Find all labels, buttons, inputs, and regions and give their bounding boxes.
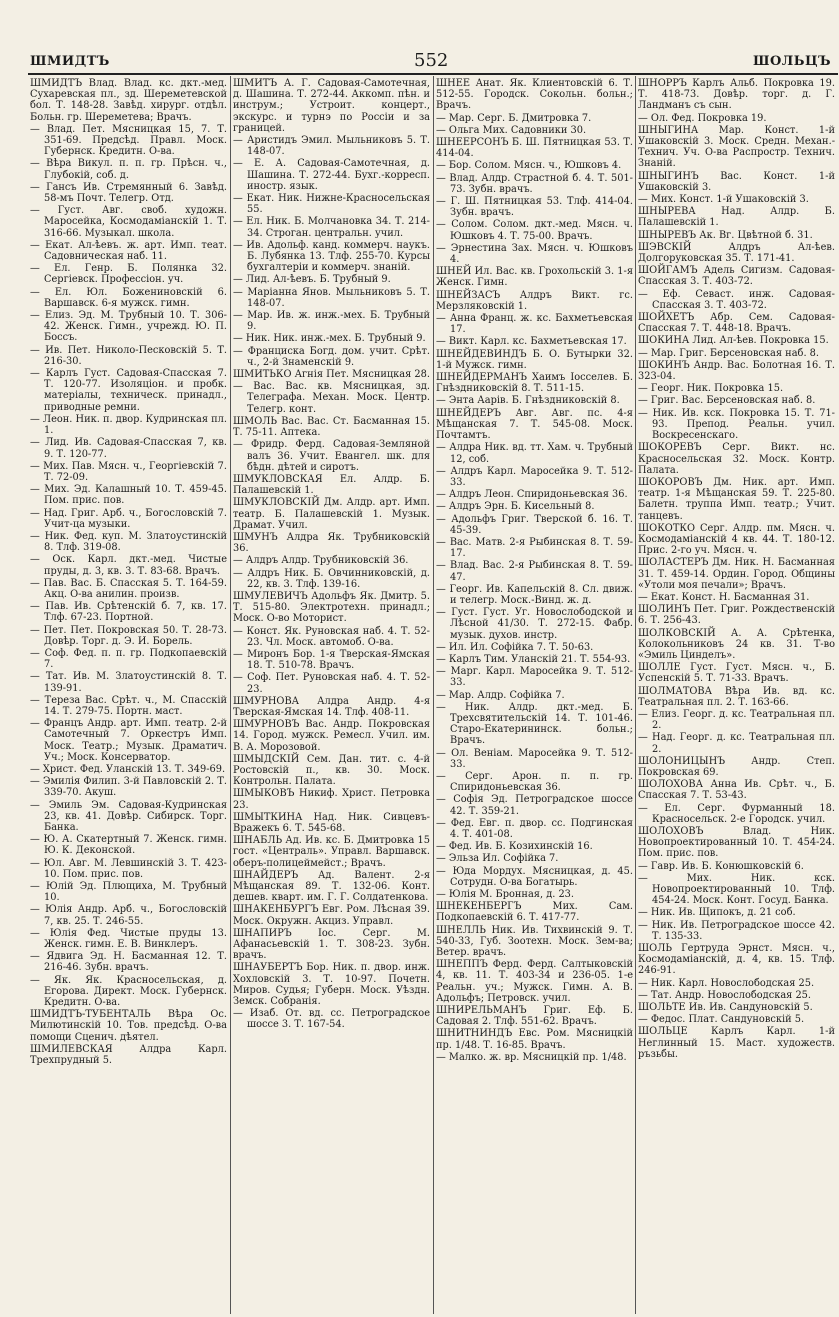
- directory-entry: ШМЫТКИНА Над. Ник. Сивцевъ-Вражекъ 6. Т. 545-68.: [233, 811, 430, 834]
- directory-entry: — Фед. Евг. п. двор. сс. Подгинская 4. Т. 401-08.: [436, 817, 633, 840]
- directory-entry: — Карлъ Густ. Садовая-Спасская 7. Т. 120-77. Изоляціон. и пробк. матеріалы, техническ. принадл., приводные ремни.: [30, 368, 227, 413]
- directory-entry: ШМУЛЕВИЧЪ Адольфъ Як. Дмитр. 5. Т. 515-80. Электротехн. принадл.; Моск. О-во Моторист.: [233, 590, 430, 625]
- directory-entry: — Фридр. Ферд. Садовая-Земляной валъ 36. Учит. Евангел. шк. для бѣдн. дѣтей и сиротъ.: [233, 439, 430, 473]
- directory-entry: — Оск. Карл. дкт.-мед. Чистые пруды, д. 3, кв. 3. Т. 83-68. Врачъ.: [30, 554, 227, 577]
- directory-entry: — Ел. Генр. Б. Полянка 32. Сергіевск. Профессіон. уч.: [30, 263, 227, 286]
- directory-entry: ШНЫГИНЪ Вас. Конст. 1-й Ушаковскій 3.: [638, 170, 835, 193]
- directory-entry: — Мих. Эд. Калашный 10. Т. 459-45. Пом. прис. пов.: [30, 484, 227, 507]
- directory-entry: ШНЕЙДЕВИНДЪ Б. О. Бутырки 32. 1-й Мужск. гимн.: [436, 348, 633, 371]
- directory-entry: ШОКИНЪ Андр. Вас. Болотная 16. Т. 323-04.: [638, 359, 835, 383]
- directory-entry: — Ю. А. Скатертный 7. Женск. гимн. Ю. К. Деконской.: [30, 834, 227, 857]
- directory-entry: — Ядвига Эд. Н. Басманная 12. Т. 216-46. Зубн. врачъ.: [30, 951, 227, 974]
- directory-entry: ШМИДТЪ Влад. Влад. кс. дкт.-мед. Сухаревская пл., зд. Шереметевской бол. Т. 148-28. Завѣд. хирург. отдѣл. Больн. гр. Шереметева; Врачъ.: [30, 78, 227, 123]
- directory-entry: — Ив. Пет. Николо-Песковскій 5. Т. 216-30.: [30, 344, 227, 367]
- directory-entry: — Викт. Карл. кс. Бахметьевская 17.: [436, 336, 627, 348]
- directory-entry: — Екат. Ал-ѣевъ. ж. арт. Имп. теат. Садовническая наб. 11.: [30, 239, 227, 263]
- directory-entry: — Гавр. Ив. Б. Конюшковскій 6.: [638, 860, 804, 872]
- directory-entry: — Еф. Севаст. инж. Садовая-Спасская 3. Т. 403-72.: [638, 288, 835, 311]
- directory-entry: — Георг. Ив. Капельскій 8. Сл. движ. и телегр. Моск.-Винд. ж. д.: [436, 583, 633, 606]
- directory-entry: ШНЕЕ Анат. Як. Клиентовскій 6. Т. 512-55. Городск. Сокольн. больн.; Врачъ.: [436, 78, 633, 112]
- directory-entry: — Ник. Ив. Щипокъ, д. 21 соб.: [638, 907, 796, 919]
- directory-entry: — Юлій Эд. Плющиха, М. Трубный 10.: [30, 881, 227, 904]
- directory-entry: ШНЫГИНА Мар. Конст. 1-й Ушаковскій 3. Моск. Средн. Механ.-Технич. Уч. О-ва Распростр. Технич. Знаній.: [638, 124, 835, 170]
- directory-entry: — Ил. Ил. Софійка 7. Т. 50-63.: [436, 641, 594, 653]
- directory-entry: ШМИТЬКО Агнія Пет. Мясницкая 28.: [233, 369, 430, 381]
- column-divider: [230, 76, 231, 1314]
- directory-entry: ШНЕЕРСОНЪ Б. Ш. Пятницкая 53. Т. 414-04.: [436, 137, 633, 160]
- directory-entry: — Ол. Фед. Покровка 19.: [638, 112, 767, 124]
- directory-entry: ШНЫРЕВА Над. Алдр. Б. Палашевскій 1.: [638, 206, 835, 229]
- directory-entry: ШОЙХЕТЪ Абр. Сем. Садовая-Спасская 7. Т. 448-18. Врачъ.: [638, 312, 835, 335]
- directory-entry: — Юда Мордух. Мясницкая, д. 45. Сотрудн. О-ва Богатырь.: [436, 865, 633, 888]
- directory-entry: — Лид. Ив. Садовая-Спасская 7, кв. 9. Т. 120-77.: [30, 437, 227, 460]
- directory-entry: ШМОЛЬ Вас. Вас. Ст. Басманная 15. Т. 75-11. Аптека.: [233, 415, 430, 439]
- directory-entry: — Серг. Арон. п. п. гр. Спиридоньевская 36.: [436, 770, 633, 794]
- directory-entry: — Алдръ Карл. Маросейка 9. Т. 512-33.: [436, 465, 633, 488]
- directory-entry: ШМИТЪ А. Г. Садовая-Самотечная, д. Шашина. Т. 272-44. Аккомп. пѣн. и инструм.; Устроит. концерт., экскурс. и турнэ по Россіи и за границей.: [233, 78, 430, 134]
- directory-entry: — Ел. Юл. Божениновскій 6. Варшавск. 6-я мужск. гимн.: [30, 286, 227, 309]
- directory-entry: — Екат. Конст. Н. Басманная 31.: [638, 591, 810, 603]
- directory-entry: — Анна Франц. ж. кс. Бахметьевская 17.: [436, 313, 633, 336]
- directory-entry: — Ел. Ник. Б. Молчановка 34. Т. 214-34. Строган. центральн. учил.: [233, 216, 430, 239]
- directory-entry: — Мих. Ник. кск. Новопроектированный 10. Тлф. 454-24. Моск. Конт. Госуд. Банка.: [638, 872, 835, 907]
- directory-entry: ШОЛОХОВА Анна Ив. Срѣт. ч., Б. Спасская 7. Т. 53-43.: [638, 779, 835, 802]
- directory-entry: — Малко. ж. вр. Мясницкій пр. 1/48.: [436, 1051, 627, 1063]
- directory-entry: — Влад. Пет. Мясницкая 15, 7. Т. 351-69. Предсѣд. Правл. Моск. Губернск. Кредитн. О-ва.: [30, 123, 227, 158]
- directory-entry: ШОЛОНИЦЫНЪ Андр. Степ. Покровская 69.: [638, 755, 835, 778]
- directory-entry: ШОЛОХОВЪ Влад. Ник. Новопроектированный 10. Т. 454-24. Пом. прис. пов.: [638, 826, 835, 860]
- directory-entry: ШМУКЛОВСКІЙ Дм. Алдр. арт. Имп. театр. Б. Палашевскій 1. Музык. Драмат. Учил.: [233, 497, 430, 531]
- directory-entry: — Эльза Ил. Софійка 7.: [436, 853, 559, 865]
- directory-entry: ШНЕЙЗАСЪ Алдръ Викт. гс. Мерзляковскій 1.: [436, 289, 633, 312]
- directory-entry: — Тат. Ив. М. Златоустинскій 8. Т. 139-91.: [30, 671, 227, 694]
- directory-entry: — Ол. Веніам. Маросейка 9. Т. 512-33.: [436, 747, 633, 770]
- directory-entry: — Эмиль Эм. Садовая-Кудринская 23, кв. 41. Довѣр. Сибирск. Торг. Банка.: [30, 799, 227, 833]
- directory-entry: — Мар. Алдр. Софійка 7.: [436, 689, 565, 701]
- directory-entry: — Над. Георг. д. кс. Театральная пл. 2.: [638, 732, 835, 755]
- directory-entry: — Франциска Богд. дом. учит. Срѣт. ч., 2-й Знаменскій 9.: [233, 345, 430, 368]
- directory-entry: ШОЛЬТЕ Ив. Ив. Сандуновскій 5.: [638, 1002, 813, 1014]
- directory-entry: — Над. Григ. Арб. ч., Богословскій 7. Учит-ца музыки.: [30, 507, 227, 530]
- directory-entry: ШОЛАСТЕРЪ Дм. Ник. Н. Басманная 31. Т. 459-14. Ордин. Город. Общины «Утоли моя печали»; Врачъ.: [638, 557, 835, 591]
- directory-entry: — Елиз. Георг. д. кс. Театральная пл. 2.: [638, 708, 835, 732]
- directory-entry: — Екат. Ник. Нижне-Красносельская 55.: [233, 193, 430, 216]
- directory-entry: ШНИРЕЛЬМАНЪ Григ. Еф. Б. Садовая 2. Тлф. 551-62. Врачъ.: [436, 1005, 633, 1028]
- directory-entry: — Бор. Солом. Мясн. ч., Юшковъ 4.: [436, 160, 622, 172]
- directory-entry: — Эрнестина Зах. Мясн. ч. Юшковъ 4.: [436, 242, 633, 266]
- directory-entry: ШМУРНОВЪ Вас. Андр. Покровская 14. Город. мужск. Ремесл. Учил. им. В. А. Морозовой.: [233, 719, 430, 753]
- directory-entry: — Тереза Вас. Срѣт. ч., М. Спасскій 14. Т. 279-75. Портн. маст.: [30, 694, 227, 717]
- page-header: [0, 0, 839, 71]
- running-head-right: ШОЛЬЦЪ: [752, 54, 831, 69]
- directory-entry: ШОЙГАМЪ Адель Сигизм. Садовая-Спасская 3. Т. 403-72.: [638, 265, 835, 288]
- directory-entry: ШНЕЛЛЬ Ник. Ив. Тихвинскій 9. Т. 540-33, Губ. Зоотехн. Моск. Зем-ва; Ветер. врачъ.: [436, 924, 633, 959]
- directory-entry: ШОКОРОВЪ Дм. Ник. арт. Имп. театр. 1-я Мѣщанская 59. Т. 225-80. Балетн. труппа Имп. театр.; Учит. танцевъ.: [638, 476, 835, 522]
- directory-entry: ШОЛКОВСКІЙ А. А. Срѣтенка, Колокольниковъ 24 кв. 31. Т-во «Эмиль Цинделъ».: [638, 627, 835, 661]
- directory-entry: — Ив. Адольф. канд. коммерч. наукъ. Б. Лубянка 13. Тлф. 255-70. Курсы бухгалтеріи и коммерч. знаній.: [233, 239, 430, 274]
- directory-entry: — Марг. Карл. Маросейка 9. Т. 512-33.: [436, 666, 633, 689]
- directory-entry: — Ольга Мих. Садовники 30.: [436, 124, 587, 136]
- directory-entry: ШОЛМАТОВА Вѣра Ив. вд. кс. Театральная пл. 2. Т. 163-66.: [638, 685, 835, 708]
- directory-entry: — Леон. Ник. п. двор. Кудринская пл. 1.: [30, 413, 227, 437]
- column-divider: [635, 76, 636, 1314]
- directory-entry: ШНАУБЕРТЪ Бор. Ник. п. двор. инж. Хохловскій 3. Т. 10-97. Почетн. Миров. Судья; Губерн. Моск. Уѣздн. Земск. Собранія.: [233, 962, 430, 1008]
- directory-entry: — Ник. Ив. Петроградское шоссе 42. Т. 135-33.: [638, 919, 835, 942]
- directory-entry: — Елиз. Эд. М. Трубный 10. Т. 306-42. Женск. Гимн., учрежд. Ю. П. Боссъ.: [30, 310, 227, 344]
- directory-entry: — Маріанна Янов. Мыльниковъ 5. Т. 148-07.: [233, 286, 430, 309]
- directory-entry: — Пет. Пет. Покровская 50. Т. 28-73. Довѣр. Торг. д. Э. И. Борель.: [30, 624, 227, 647]
- directory-entry: ШМИДТЪ-ТУБЕНТАЛЬ Вѣра Ос. Милютинскій 10. Тов. предсѣд. О-ва помощи Сценич. дѣятел.: [30, 1009, 227, 1043]
- directory-entry: — Вас. Матв. 2-я Рыбинская 8. Т. 59-17.: [436, 536, 633, 560]
- directory-entry: — Густ. Густ. Уг. Новослободской и Лѣсной 41/30. Т. 272-15. Фабр. музык. духов. инстр.: [436, 607, 633, 641]
- directory-entry: — Вас. Вас. кв. Мясницкая, зд. Телеграфа. Механ. Моск. Центр. Телегр. конт.: [233, 381, 430, 415]
- directory-entry: — Францъ Андр. арт. Имп. театр. 2-й Самотечный 7. Оркестръ Имп. Моск. Театр.; Музык. Драматич. Уч.; Моск. Консерватор.: [30, 718, 227, 763]
- directory-entry: — Григ. Вас. Берсеновская наб. 8.: [638, 395, 816, 407]
- directory-entry: ШМИЛЕВСКАЯ Алдра Карл. Трехпрудный 5.: [30, 1043, 227, 1067]
- directory-entry: — Алдра Ник. вд. тт. Хам. ч. Трубный 12, соб.: [436, 442, 633, 465]
- directory-entry: — Мар. Григ. Берсеновская наб. 8.: [638, 347, 820, 359]
- directory-entry: — Лид. Ал-ѣевъ. Б. Трубный 9.: [233, 274, 391, 286]
- directory-entry: ШНЕЙДЕРЪ Авг. Авг. пс. 4-я Мѣщанская 7. Т. 545-08. Моск. Почтамтъ.: [436, 407, 633, 442]
- directory-entry: — Тат. Андр. Новослободская 25.: [638, 989, 812, 1001]
- directory-entry: — Карлъ Тим. Уланскій 21. Т. 554-93.: [436, 653, 631, 665]
- page-number: 552: [414, 50, 449, 71]
- directory-entry: — Юлія М. Бронная, д. 23.: [436, 889, 575, 901]
- directory-entry: ШНЕЙДЕРМАНЪ Хаимъ Іосселев. Б. Гнѣздниковскій 8. Т. 511-15.: [436, 372, 633, 395]
- directory-entry: ШОКОРЕВЪ Серг. Викт. нс. Красносельская 32. Моск. Контр. Палата.: [638, 442, 835, 476]
- column-4: [638, 78, 835, 1313]
- directory-entry: — Ник. Ник. инж.-мех. Б. Трубный 9.: [233, 333, 426, 345]
- directory-entry: — Георг. Ник. Покровка 15.: [638, 383, 784, 395]
- directory-entry: — Аристидъ Эмил. Мыльниковъ 5. Т. 148-07.: [233, 135, 430, 158]
- directory-entry: — Миронъ Бор. 1-я Тверская-Ямская 18. Т. 510-78. Врачъ.: [233, 648, 430, 672]
- directory-entry: — Ел. Серг. Фурманный 18. Красносельск. 2-е Городск. учил.: [638, 802, 835, 825]
- directory-entry: — Софія Эд. Петроградское шоссе 42. Т. 359-21.: [436, 794, 633, 817]
- header-rule: [28, 73, 838, 75]
- directory-entry: ШОЛЬ Гертруда Эрнст. Мясн. ч., Космодаміанскій, д. 4, кв. 15. Тлф. 246-91.: [638, 943, 835, 977]
- directory-entry: ШНЕЙ Ил. Вас. кв. Грохольскій 3. 1-я Женск. Гимн.: [436, 266, 633, 289]
- directory-entry: — Гансъ Ив. Стремянный 6. Завѣд. 58-мъ Почт. Телегр. Отд.: [30, 181, 227, 205]
- column-divider: [433, 76, 434, 1314]
- directory-entry: — Влад. Алдр. Страстной б. 4. Т. 501-73. Зубн. врачъ.: [436, 172, 633, 195]
- directory-entry: ШОЛИНЪ Пет. Григ. Рождественскій 6. Т. 256-43.: [638, 604, 835, 627]
- directory-entry: — Мих. Конст. 1-й Ушаковскій 3.: [638, 194, 809, 206]
- directory-entry: — Адольфъ Григ. Тверской б. 16. Т. 45-39.: [436, 513, 633, 536]
- directory-entry: ШНАБЛЬ Ад. Ив. кс. Б. Дмитровка 15 гост. «Централь». Управл. Варшавск. оберъ-полицеймейст.; Врачъ.: [233, 835, 430, 869]
- directory-entry: ШМЫКОВЪ Никиф. Христ. Петровка 23.: [233, 788, 430, 811]
- directory-entry: — Ник. Ив. кск. Покровка 15. Т. 71-93. Препод. Реальн. учил. Воскресенскаго.: [638, 407, 835, 442]
- directory-entry: — Мих. Пав. Мясн. ч., Георгіевскій 7. Т. 72-09.: [30, 460, 227, 483]
- directory-entry: — Фед. Ив. Б. Козихинскій 16.: [436, 841, 593, 853]
- directory-entry: — Соф. Фед. п. п. гр. Подкопаевскій 7.: [30, 647, 227, 671]
- directory-entry: ШНЕКЕНБЕРГЪ Мих. Сам. Подкопаевскій 6. Т. 417-77.: [436, 901, 633, 924]
- directory-entry: — Вѣра Викул. п. п. гр. Прѣсн. ч., Глубокій, соб. д.: [30, 158, 227, 181]
- directory-entry: — Юлія Фед. Чистые пруды 13. Женск. гимн. Е. В. Винклеръ.: [30, 927, 227, 951]
- directory-entry: — Г. Ш. Пятницкая 53. Тлф. 414-04. Зубн. врачъ.: [436, 196, 633, 219]
- directory-entry: ШНАПИРЪ Іос. Серг. М. Афанасьевскій 1. Т. 308-23. Зубн. врачъ.: [233, 927, 430, 962]
- directory-entry: — Ник. Алдр. дкт.-мед. Б. Трехсвятительскій 14. Т. 101-46. Старо-Екатерининск. больн.; Врачъ.: [436, 701, 633, 747]
- directory-entry: ШОКОТКО Серг. Алдр. пм. Мясн. ч. Космодаміанскій 4 кв. 44. Т. 180-12. Прис. 2-го уч. Мясн. ч.: [638, 522, 835, 557]
- directory-entry: — Эмилія Филип. 3-й Павловскій 2. Т. 339-70. Акуш.: [30, 776, 227, 799]
- directory-entry: — Пав. Вас. Б. Спасская 5. Т. 164-59. Акц. О-ва анилин. произв.: [30, 577, 227, 600]
- directory-entry: ШОКИНА Лид. Ал-ѣев. Покровка 15.: [638, 335, 829, 347]
- directory-entry: ШНОРРЪ Карлъ Альб. Покровка 19. Т. 418-73. Довѣр. торг. д. Г. Ландманъ съ сын.: [638, 78, 835, 112]
- directory-entry: — Як. Як. Красносельская, д. Егорова. Директ. Моск. Губернск. Кредитн. О-ва.: [30, 974, 227, 1009]
- directory-entry: ШМУРНОВА Алдра Андр. 4-я Тверская-Ямская 14. Тлф. 408-11.: [233, 695, 430, 718]
- directory-entry: — Юл. Авг. М. Левшинскій 3. Т. 423-10. Пом. прис. пов.: [30, 857, 227, 880]
- directory-entry: — Алдръ Алдр. Трубниковскій 36.: [233, 555, 409, 567]
- directory-entry: ШНЫРЕВЪ Ак. Вг. Цвѣтной б. 31.: [638, 229, 813, 241]
- directory-entry: — Соф. Пет. Руновская наб. 4. Т. 52-23.: [233, 672, 430, 695]
- directory-entry: — Пав. Ив. Срѣтенскій б. 7, кв. 17. Тлф. 67-23. Портной.: [30, 601, 227, 624]
- directory-entry: — Мар. Серг. Б. Дмитровка 7.: [436, 112, 592, 124]
- directory-entry: ШМУНЪ Алдра Як. Трубниковскій 36.: [233, 531, 430, 555]
- directory-entry: — Христ. Фед. Уланскій 13. Т. 349-69.: [30, 763, 226, 775]
- directory-entry: ШЭВСКІЙ Алдръ Ал-ѣев. Долгоруковская 35. Т. 171-41.: [638, 241, 835, 265]
- directory-entry: — Алдръ Эрн. Б. Кисельный 8.: [436, 501, 595, 513]
- directory-entry: — Ник. Карл. Новослободская 25.: [638, 977, 815, 989]
- directory-entry: — Федос. Плат. Сандуновскій 5.: [638, 1014, 805, 1026]
- directory-entry: — Ник. Фед. куп. М. Златоустинскій 8. Тлф. 319-08.: [30, 530, 227, 554]
- directory-entry: ШНАЙДЕРЪ Ад. Валент. 2-я Мѣщанская 89. Т. 132-06. Конт. дешев. кварт. им. Г. Г. Солдатенкова.: [233, 869, 430, 904]
- running-head-left: ШМИДТЪ: [30, 54, 110, 69]
- directory-entry: ШОЛЬЦЕ Карлъ Карл. 1-й Неглинный 15. Маст. художеств. ръзьбы.: [638, 1026, 835, 1060]
- directory-entry: ШМУКЛОВСКАЯ Ел. Алдр. Б. Палашевскій 1.: [233, 473, 430, 497]
- directory-entry: ШОЛЛЕ Густ. Густ. Мясн. ч., Б. Успенскій 5. Т. 71-33. Врачъ.: [638, 662, 835, 685]
- directory-entry: — Конст. Як. Руновская наб. 4. Т. 52-23. Чл. Моск. автомоб. О-ва.: [233, 625, 430, 648]
- directory-entry: — Алдръ Леон. Спиридоньевская 36.: [436, 489, 628, 501]
- directory-entry: — Энта Аарів. Б. Гнѣздниковскій 8.: [436, 395, 620, 407]
- directory-entry: ШНАКЕНБУРГЪ Евг. Ром. Лѣсная 39. Моск. Окружн. Акциз. Управл.: [233, 904, 430, 927]
- directory-entry: — Алдръ Ник. Б. Овчинниковскій, д. 22, кв. 3. Тлф. 139-16.: [233, 567, 430, 590]
- directory-entry: ШНЕППЪ Ферд. Ферд. Салтыковскій 4, кв. 11. Т. 403-34 и 236-05. 1-е Реальн. уч.; Мужск. Гимн. А. В. Адольфъ; Петровск. учил.: [436, 959, 633, 1004]
- directory-entry: ШМЫДСКІЙ Сем. Дан. тит. с. 4-й Ростовскій п., кв. 30. Моск. Контрольн. Палата.: [233, 753, 430, 788]
- directory-entry: — Солом. Солом. дкт.-мед. Мясн. ч. Юшковъ 4. Т. 75-00. Врачъ.: [436, 219, 633, 242]
- directory-entry: ШНИТНИНДЪ Евс. Ром. Мясницкій пр. 1/48. Т. 16-85. Врачъ.: [436, 1028, 633, 1051]
- directory-entry: — Мар. Ив. ж. инж.-мех. Б. Трубный 9.: [233, 310, 430, 333]
- directory-entry: — Изаб. От. вд. сс. Петроградское шоссе 3. Т. 167-54.: [233, 1008, 430, 1031]
- directory-entry: — Влад. Вас. 2-я Рыбинская 8. Т. 59-47.: [436, 560, 633, 583]
- directory-entry: — Густ. Авг. своб. художн. Маросейка, Космодаміанскій 1. Т. 316-66. Музыкал. школа.: [30, 205, 227, 239]
- directory-entry: — Е. А. Садовая-Самотечная, д. Шашина. Т. 272-44. Бухг.-корресп. иностр. язык.: [233, 158, 430, 192]
- column-3: [436, 78, 633, 1313]
- column-2: [233, 78, 430, 1313]
- column-1: [30, 78, 227, 1313]
- directory-entry: — Юлія Андр. Арб. ч., Богословскій 7, кв. 25. Т. 246-55.: [30, 904, 227, 927]
